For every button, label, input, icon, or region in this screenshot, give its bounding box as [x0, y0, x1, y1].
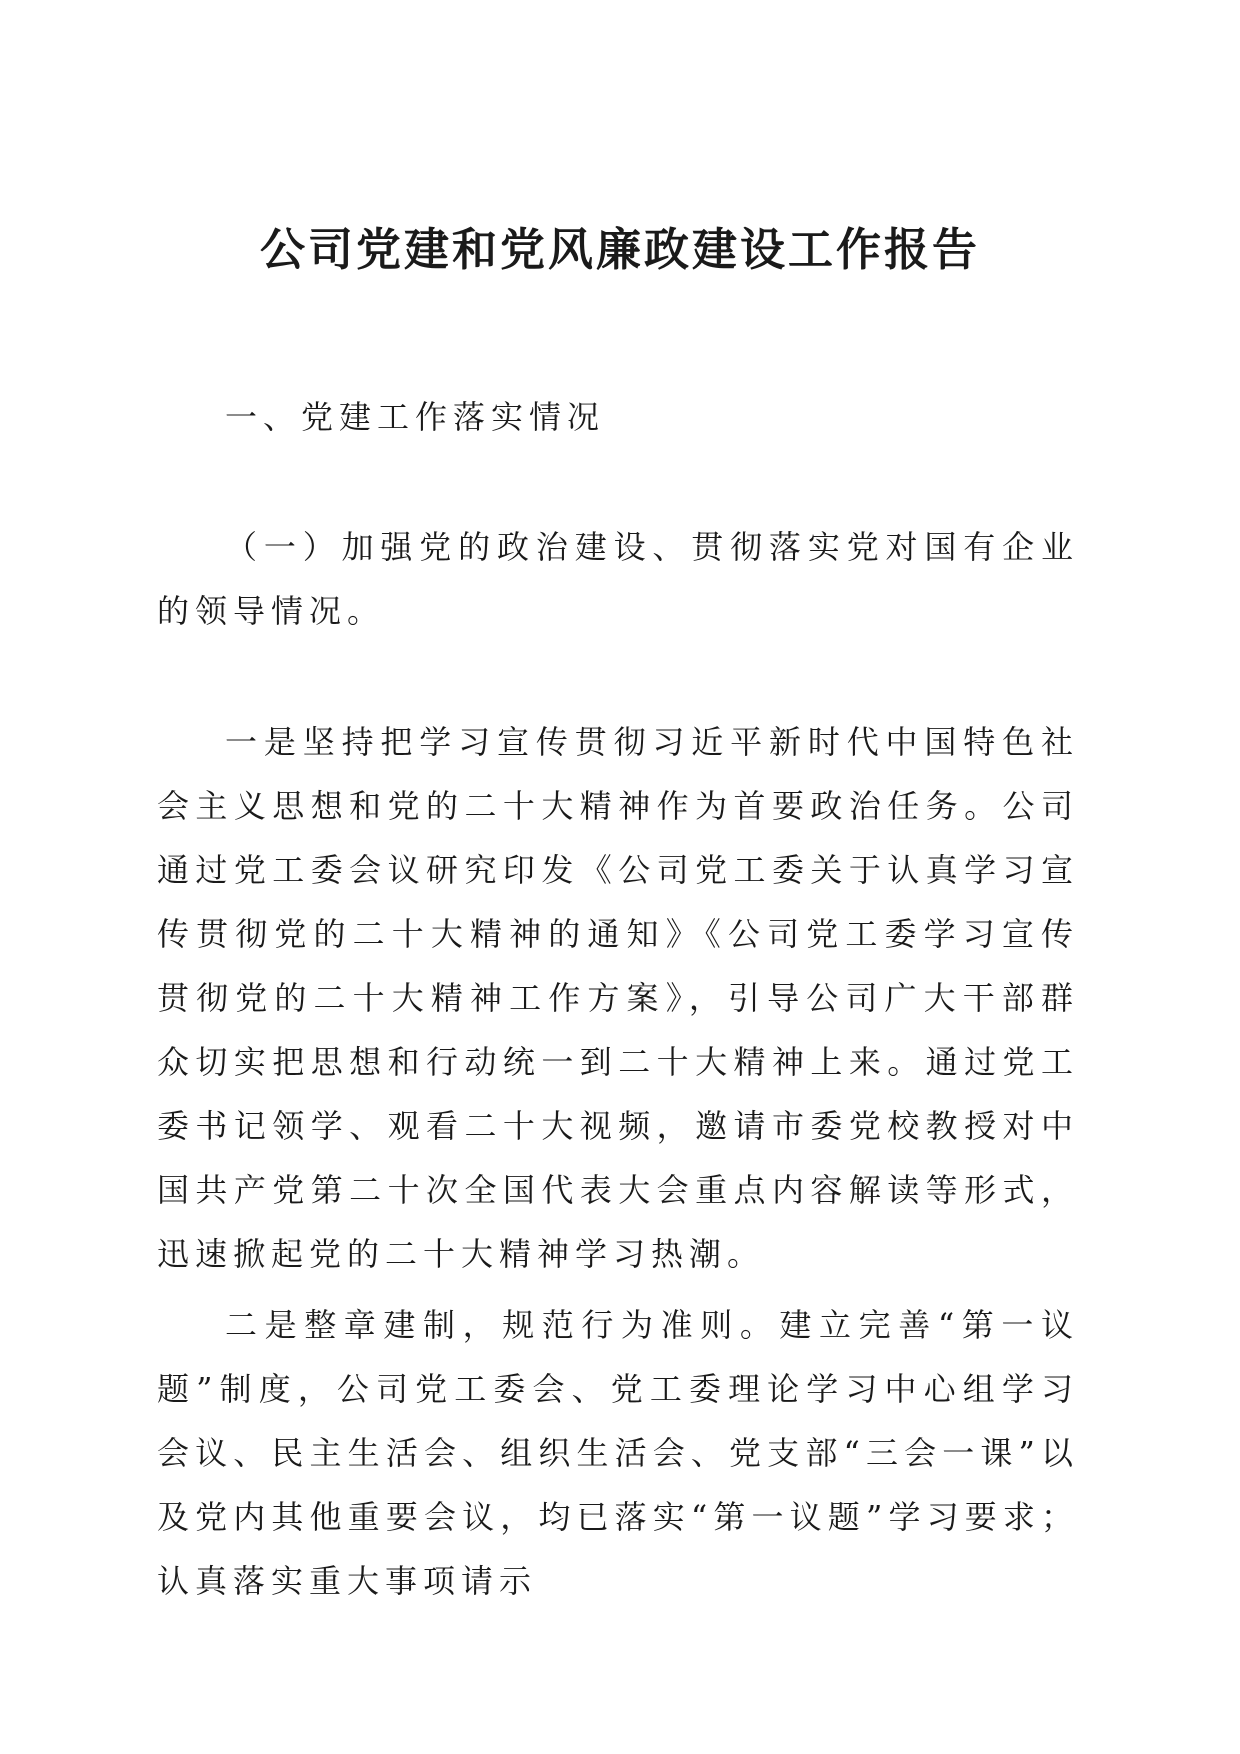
paragraph-2: 二是整章建制，规范行为准则。建立完善“第一议题”制度，公司党工委会、党工委理论学习中心组学习会议、民主生活会、组织生活会、党支部“三会一课”以及党内其他重要会议，均已落实“第一议题”学习要求；认真落实重大事项请示 [157, 1306, 1079, 1600]
document-title: 公司党建和党风廉政建设工作报告 [259, 223, 980, 276]
subsection-heading: （一）加强党的政治建设、贯彻落实党对国有企业的领导情况。 [157, 528, 1079, 630]
section-heading: 一、党建工作落实情况 [225, 398, 606, 436]
paragraph-1: 一是坚持把学习宣传贯彻习近平新时代中国特色社会主义思想和党的二十大精神作为首要政治任务。公司通过党工委会议研究印发《公司党工委关于认真学习宣传贯彻党的二十大精神的通知》《公司党工委学习宣传贯彻党的二十大精神工作方案》，引导公司广大干部群众切实把思想和行动统一到二十大精神上来。通过党工委书记领学、观看二十大视频，邀请市委党校教授对中国共产党第二十次全国代表大会重点内容解读等形式，迅速掀起党的二十大精神学习热潮。 [157, 723, 1079, 1273]
